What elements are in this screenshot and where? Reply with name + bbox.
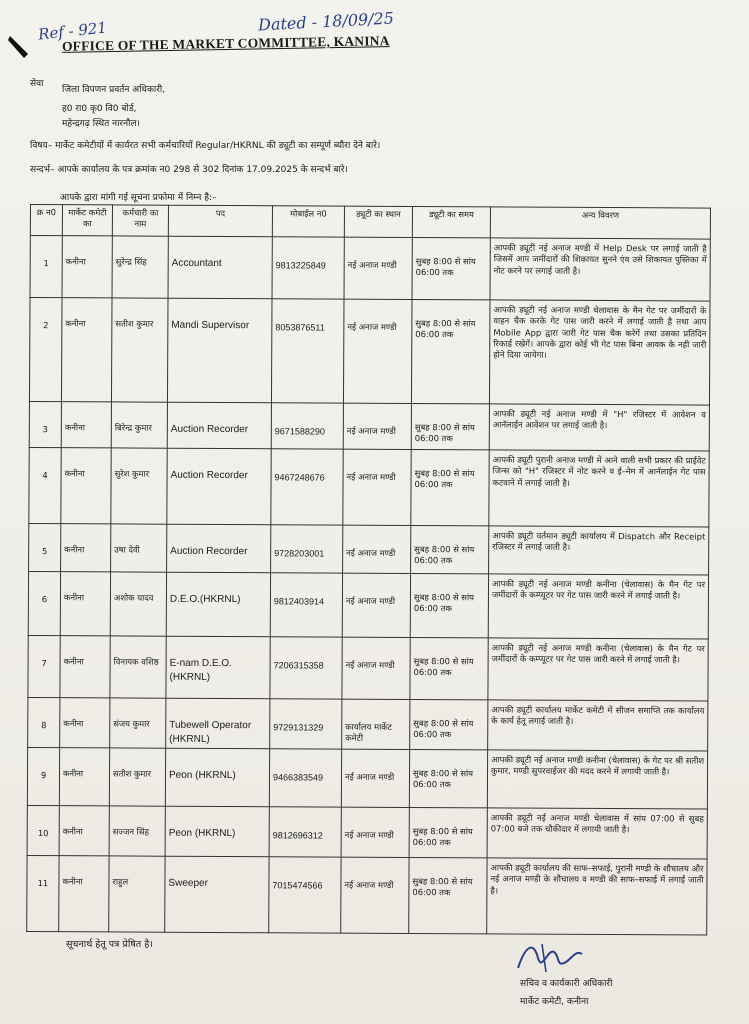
post-cell: Tubewell Operator (HKRNL) (166, 698, 270, 749)
table-header-row (30, 205, 710, 240)
post-cell: Accountant (168, 236, 272, 299)
employee-name-cell: संजय कुमार (110, 698, 166, 748)
post-cell: Auction Recorder (167, 402, 271, 449)
table-row (27, 747, 707, 809)
duty-time-cell: सुबह 8:00 से सांय 06:00 तक (409, 807, 487, 857)
other-details-cell: आपकी ड्यूटी नई अनाज मण्डी में "H" रजिस्टर में आवेशन व आनॅलाईन आवेशन पर लगाई जाती है। (489, 404, 709, 451)
duty-place-cell: नई अनाज मण्डी (344, 237, 412, 299)
duty-time-cell: सुबह 8:00 से सांय 06:00 तक (410, 637, 488, 699)
table-row (29, 298, 710, 406)
serial-number-cell: 6 (28, 571, 60, 635)
duty-table (26, 204, 711, 936)
header-cell: मोबाईल न0 (272, 206, 344, 237)
serial-number-cell: 4 (29, 447, 61, 523)
duty-time-cell: सुबह 8:00 से सांय 06:00 तक (412, 238, 490, 300)
handwritten-signature (512, 938, 592, 976)
intro-line: आपके द्वारा मांगी गई सूचना प्रफोमा में निम्न है:– (60, 193, 217, 203)
employee-name-cell: अशोक यादव (110, 572, 166, 636)
mobile-number-cell: 9813225849 (272, 237, 344, 299)
mobile-number-cell: 7015474566 (269, 857, 341, 933)
post-cell: Sweeper (165, 856, 269, 933)
other-details-cell: आपकी ड्यूटी नई अनाज मण्डी कनीना (चेलावास) के गेट पर श्री सतीश कुमार, मण्डी सुपरवाईजर की मदद करने में लगायी जाती है। (487, 750, 707, 809)
paper-clip-icon (8, 32, 32, 62)
mobile-number-cell: 9671588290 (271, 403, 343, 449)
duty-time-cell: सुबह 8:00 से सांय 06:00 तक (411, 404, 489, 450)
committee-cell: कनीना (59, 748, 109, 806)
duty-time-cell: सुबह 8:00 से सांय 06:00 तक (411, 449, 489, 525)
duty-place-cell: नई अनाज मण्डी (341, 857, 409, 933)
duty-place-cell: नई अनाज मण्डी (342, 637, 410, 699)
header-cell: अन्य विवरण (490, 207, 710, 239)
post-cell: Auction Recorder (167, 524, 271, 573)
addressee-line: महेन्द्रगढ़ स्थित नारनौल। (62, 119, 140, 129)
post-cell: Peon (HKRNL) (165, 748, 269, 807)
committee-cell: कनीना (61, 402, 111, 448)
employee-name-cell: सतीश कुमार (111, 298, 168, 402)
table-row (29, 401, 709, 451)
table-row (29, 447, 709, 527)
committee-cell: कनीना (60, 698, 110, 748)
reference-line: सन्दर्भ– आपके कार्यालय के पत्र क्रमांक न0 298 से 302 दिनांक 17.09.2025 के सन्दर्भ बारे। (30, 165, 348, 175)
post-cell: D.E.O.(HKRNL) (166, 572, 270, 637)
employee-name-cell: सुरेन्द्र सिंह (112, 236, 168, 298)
duty-place-cell: नई अनाज मण्डी (342, 573, 410, 637)
serial-number-cell: 8 (28, 697, 60, 747)
mobile-number-cell: 9728203001 (271, 525, 343, 573)
other-details-cell: आपकी ड्यूटी पुरानी अनाज मण्डी में आने वाली सभी प्रकार की प्राईवेट जिन्स को "H" रजिस्टर में नोट करने व ई–नेम में आनॅलाईन गेट पास कटवाने में लगाई जाती है। (489, 450, 709, 527)
serial-number-cell: 5 (29, 523, 61, 571)
duty-place-cell: नई अनाज मण्डी (343, 403, 411, 449)
serial-number-cell: 7 (28, 635, 60, 697)
table-row (27, 855, 707, 935)
duty-time-cell: सुबह 8:00 से सांय 06:00 तक (409, 749, 487, 807)
addressee-line: ह0 रा0 कृ0 वि0 बोर्ड, (62, 104, 137, 114)
addressee-line: जिला विपणन प्रवर्तन अधिकारी, (62, 85, 166, 95)
duty-time-cell: सुबह 8:00 से सांय 06:00 तक (409, 857, 487, 933)
committee-cell: कनीना (59, 806, 109, 856)
mobile-number-cell: 7206315358 (270, 637, 342, 699)
mobile-number-cell: 8053876511 (271, 299, 344, 403)
duty-time-cell: सुबह 8:00 से सांय 06:00 तक (411, 300, 490, 404)
table-row (27, 805, 707, 859)
signatory-organization: मार्केट कमेटी, कनीना (520, 997, 589, 1007)
duty-time-cell: सुबह 8:00 से सांय 06:00 तक (410, 573, 488, 637)
subject-line: विषय– मार्केट कमेटीयों में कार्यरत सभी कर्मचारियों Regular/HKRNL की ड्यूटी का सम्पूर्ण ब्यौरा देने बारे। (30, 141, 381, 151)
handwritten-reference-number: Ref - 921 (37, 18, 108, 44)
employee-name-cell: राहुल (109, 856, 165, 932)
serial-number-cell: 2 (29, 298, 62, 402)
employee-name-cell: बिरेन्द्र कुमार (111, 402, 167, 448)
serial-number-cell: 9 (27, 747, 59, 805)
table-row (28, 635, 708, 701)
employee-name-cell: सतीश कुमार (109, 748, 165, 806)
serial-number-cell: 3 (29, 401, 61, 447)
employee-name-cell: उषा देवी (111, 524, 167, 572)
duty-time-cell: सुबह 8:00 से सांय 06:00 तक (411, 525, 489, 573)
other-details-cell: आपकी ड्यूटी नई अनाज मण्डी कनीना (चेलावास) के मैन गेट पर जमींदारों के कम्प्यूटर पर गेट पास जारी करने में लगाई जाती है। (488, 574, 708, 639)
closing-line: सूचनार्थ हेतू पत्र प्रेषित है। (66, 939, 153, 950)
mobile-number-cell: 9812696312 (269, 807, 341, 857)
table-row (29, 523, 709, 575)
duty-place-cell: नई अनाज मण्डी (341, 807, 409, 857)
other-details-cell: आपकी ड्यूटी वर्तमान ड्यूटी कार्यालय में Dispatch और Receipt रजिस्टर में लगाई जाती है। (489, 526, 709, 575)
other-details-cell: आपकी ड्यूटी नई अनाज मण्डी चेलावास के मैन गेट पर जमींदारों के वाहन चैक करके गेट पास जारी करने में लगाई जाती है तथा आप Mobile App द्वारा जारी गेट पास चैक करेगें तथा उसका प्रतिदिन रिकार्ड रखेगें। आपके द्वारा कोई भी गेट पास बिना आवक के नही जारी होने दिया जायेगा। (489, 300, 710, 405)
handwritten-date: Dated - 18/09/25 (257, 8, 395, 35)
header-cell: ड्यूटी का समय (412, 207, 490, 238)
duty-place-cell: कार्यालय मार्केट कमेटी (342, 699, 410, 749)
committee-cell: कनीना (61, 298, 112, 402)
table-row (28, 571, 708, 639)
office-title: OFFICE OF THE MARKET COMMITTEE, KANINA (61, 33, 390, 54)
serial-number-cell: 1 (30, 236, 62, 298)
committee-cell: कनीना (61, 448, 111, 524)
header-cell: क्र न0 (30, 205, 62, 236)
header-cell: मार्केट कमेटी का (62, 205, 112, 236)
employee-name-cell: सुरेश कुमार (111, 448, 167, 524)
duty-place-cell: नई अनाज मण्डी (343, 449, 411, 525)
committee-cell: कनीना (61, 524, 111, 572)
table-row (28, 697, 708, 751)
mobile-number-cell: 9467248676 (271, 449, 343, 525)
mobile-number-cell: 9812403914 (270, 573, 342, 637)
other-details-cell: आपकी ड्यूटी नई अनाज मण्डी कनीना (चेलावास) के मैन गेट पर जमींदारों के कम्प्यूटर पर गेट पास जारी करने में लगाई जाती है। (488, 638, 708, 701)
serial-number-cell: 11 (27, 855, 59, 931)
salutation: सेवा (30, 79, 44, 89)
mobile-number-cell: 9466383549 (269, 749, 341, 807)
serial-number-cell: 10 (27, 805, 59, 855)
committee-cell: कनीना (60, 636, 110, 698)
other-details-cell: आपकी ड्यूटी कार्यालय की साफ–सफाई, पुरानी मण्डी के शौचालय और नई अनाज मण्डी के शौचालय व मण्डी की साफ–सफाई में लगाई जाती है। (487, 858, 707, 935)
committee-cell: कनीना (59, 856, 109, 932)
post-cell: Auction Recorder (167, 448, 271, 525)
duty-place-cell: नई अनाज मण्डी (341, 749, 409, 807)
employee-name-cell: विनायक वशिष्ठ (110, 636, 166, 698)
post-cell: Mandi Supervisor (167, 298, 272, 403)
header-cell: ड्यूटी का स्थान (344, 206, 412, 237)
other-details-cell: आपकी ड्यूटी नई अनाज मण्डी चेलावास में सांय 07:00 से सुबह 07:00 बजे तक चौकीदार में लगायी जाती है। (487, 808, 707, 859)
duty-time-cell: सुबह 8:00 से सांय 06:00 तक (410, 699, 488, 749)
other-details-cell: आपकी ड्यूटी कार्यालय मार्केट कमेटी में सीजन समाप्ति तक कार्यालय के कार्य हेतू लगाई जाती है। (488, 700, 708, 751)
mobile-number-cell: 9729131329 (270, 699, 342, 749)
employee-name-cell: सज्जन सिंह (109, 806, 165, 856)
header-cell: पद (168, 205, 272, 237)
signatory-title: सचिव व कार्यकारी अधिकारी (520, 979, 613, 989)
other-details-cell: आपकी ड्यूटी नई अनाज मण्डी में Help Desk पर लगाई जाती है जिसमें आप जमींदारों की शिकायत सुनने एंव उसे शिकायत पुस्तिका में नोट करने पर लगाई जाती है। (490, 238, 710, 301)
duty-place-cell: नई अनाज मण्डी (343, 299, 412, 403)
post-cell: Peon (HKRNL) (165, 806, 269, 857)
committee-cell: कनीना (60, 572, 110, 636)
header-cell: कर्मचारी का नाम (112, 205, 168, 236)
post-cell: E-nam D.E.O. (HKRNL) (166, 636, 270, 699)
duty-place-cell: नई अनाज मण्डी (343, 525, 411, 573)
committee-cell: कनीना (62, 236, 112, 298)
table-row (30, 236, 710, 302)
